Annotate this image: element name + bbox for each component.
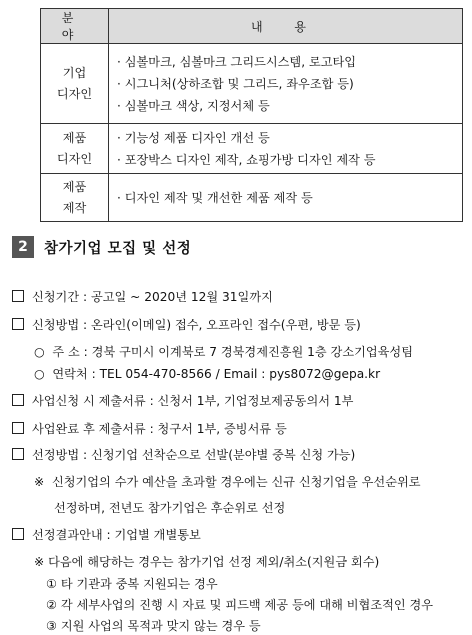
apply-method: 신청방법 : 온라인(이메일) 접수, 오프라인 접수(우편, 방문 등) xyxy=(12,316,361,333)
exclusion-item: ③ 지원 사업의 목적과 맞지 않는 경우 등 xyxy=(46,619,261,633)
apply-period: 신청기간 : 공고일 ~ 2020년 12월 31일까지 xyxy=(12,288,273,305)
note-line: ※ 신청기업의 수가 예산을 초과할 경우에는 신규 신청기업을 우선순위로 xyxy=(34,475,421,489)
checkbox-icon xyxy=(12,448,24,460)
result-notice: 선정결과안내 : 기업별 개별통보 xyxy=(12,526,201,543)
category-line: 기업 xyxy=(62,65,87,80)
selection-method: 선정방법 : 신청기업 선착순으로 선발(분야별 중복 신청 가능) xyxy=(12,446,355,463)
exclusion-item: ② 각 세부사업의 진행 시 자료 및 피드백 제공 등에 대해 비협조적인 경우 xyxy=(46,598,434,612)
design-field-table xyxy=(40,8,463,222)
exclusion-note: ※ 다음에 해당하는 경우는 참가기업 선정 제외/취소(지원금 회수) xyxy=(34,555,380,569)
header-content: 내 용 xyxy=(109,9,463,44)
content-cell xyxy=(109,44,463,124)
submit-docs-complete: 사업완료 후 제출서류 : 청구서 1부, 증빙서류 등 xyxy=(12,420,287,437)
content-item: · 심볼마크 색상, 지정서체 등 xyxy=(117,98,270,113)
checkbox-icon xyxy=(12,528,24,540)
category-line: 디자인 xyxy=(56,151,93,166)
contact: ○ 연락처 : TEL 054-470-8566 / Email : pys8072@gepa.kr xyxy=(34,367,381,381)
number-icon: ③ xyxy=(46,619,57,633)
section-title: 참가기업 모집 및 선정 xyxy=(44,240,192,257)
content-item: · 시그니처(상하조합 및 그리드, 좌우조합 등) xyxy=(117,76,354,91)
category-line: 디자인 xyxy=(56,86,93,101)
category-line: 제품 xyxy=(62,179,87,194)
circle-icon: ○ xyxy=(34,367,45,381)
content-cell xyxy=(109,124,463,174)
circle-icon: ○ xyxy=(34,345,45,359)
note-icon: ※ xyxy=(34,555,45,569)
content-item: · 디자인 제작 및 개선한 제품 제작 등 xyxy=(117,190,313,205)
content-item: · 포장박스 디자인 제작, 쇼핑가방 디자인 제작 등 xyxy=(117,152,376,167)
category-line: 제작 xyxy=(62,200,87,215)
submit-docs-apply: 사업신청 시 제출서류 : 신청서 1부, 기업정보제공동의서 1부 xyxy=(12,392,353,409)
category-cell xyxy=(41,124,109,174)
content-cell xyxy=(109,174,463,222)
content-item: · 심볼마크, 심볼마크 그리드시스템, 로고타입 xyxy=(117,54,357,69)
exclusion-item: ① 타 기관과 중복 지원되는 경우 xyxy=(46,577,218,591)
number-icon: ② xyxy=(46,598,57,612)
number-icon: ① xyxy=(46,577,57,591)
content-item: · 기능성 제품 디자인 개선 등 xyxy=(117,130,270,145)
category-cell xyxy=(41,44,109,124)
address: ○ 주 소 : 경북 구미시 이계북로 7 경북경제진흥원 1층 강소기업육성팀 xyxy=(34,345,413,359)
checkbox-icon xyxy=(12,290,24,302)
checkbox-icon xyxy=(12,422,24,434)
note-line-cont: 선정하며, 전년도 참가기업은 후순위로 선정 xyxy=(54,501,286,515)
category-line: 제품 xyxy=(62,130,87,145)
section-number: 2 xyxy=(12,236,34,258)
header-field: 분 야 xyxy=(41,9,109,44)
note-icon: ※ xyxy=(34,475,45,489)
section-heading xyxy=(12,236,191,258)
category-cell xyxy=(41,174,109,222)
checkbox-icon xyxy=(12,318,24,330)
checkbox-icon xyxy=(12,394,24,406)
